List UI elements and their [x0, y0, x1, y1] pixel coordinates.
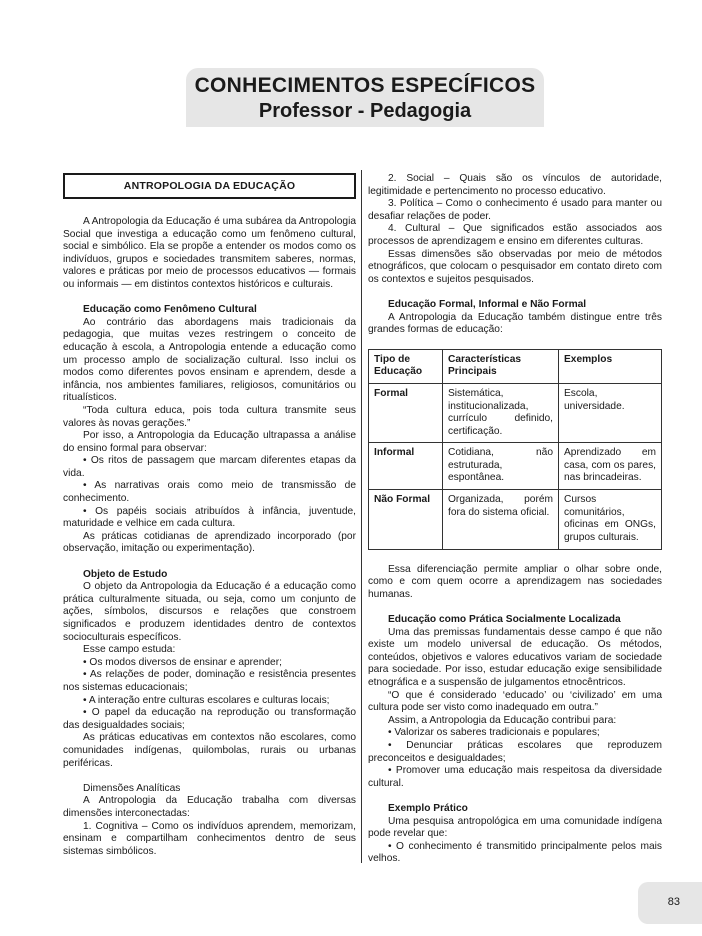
paragraph: 1. Cognitiva – Como os indivíduos aprendem, memorizam, ensinam e compartilham conhecimentos dentro de seus sistemas simbólicos.: [63, 820, 356, 857]
table-cell: Aprendizado em casa, com os pares, nas brincadeiras.: [559, 443, 662, 490]
table-header-cell: Características Principais: [443, 349, 559, 383]
paragraph: As práticas educativas em contextos não escolares, como comunidades indígenas, quilombolas, rurais ou urbanas periféricas.: [63, 732, 356, 769]
list-item: • As narrativas orais como meio de transmissão de conhecimento.: [63, 480, 356, 505]
left-column: [63, 173, 356, 858]
table-row: [369, 443, 662, 490]
paragraph: A Antropologia da Educação também distingue entre três grandes formas de educação:: [368, 311, 662, 336]
heading-objeto-de-estudo: Objeto de Estudo: [83, 568, 168, 580]
table-cell: Formal: [369, 383, 443, 442]
paragraph: O objeto da Antropologia da Educação é a educação como prática culturalmente situada, ou seja, como um conjunto de ações, símbolos, discursos e relações que constroem significados e produzem identidades dentro de contextos socioculturais específicos.: [63, 581, 356, 643]
education-types-table: [368, 349, 662, 550]
list-item: • A interação entre culturas escolares e culturas locais;: [83, 694, 330, 706]
paragraph: Essas dimensões são observadas por meio de métodos etnográficos, que colocam o pesquisador em contato direto com os contextos e sujeitos pesquisados.: [368, 248, 662, 285]
table-row: [369, 383, 662, 442]
right-column: [368, 173, 662, 866]
table-row: [369, 490, 662, 549]
table-cell: Informal: [369, 443, 443, 490]
list-item: • Os ritos de passagem que marcam diferentes etapas da vida.: [63, 455, 356, 479]
table-header-row: [369, 349, 662, 383]
page-number: 83: [667, 896, 680, 908]
paragraph: A Antropologia da Educação trabalha com diversas dimensões interconectadas:: [63, 795, 356, 819]
quote: “Toda cultura educa, pois toda cultura transmite seus valores às novas gerações.”: [63, 404, 356, 429]
section-title: ANTROPOLOGIA DA EDUCAÇÃO: [123, 179, 296, 192]
page-subtitle: Professor - Pedagogia: [258, 100, 472, 122]
paragraph: As práticas cotidianas de aprendizado incorporado (por observação, imitação ou experimentação).: [63, 530, 356, 555]
column-divider: [361, 170, 362, 863]
table-cell: Cotidiana, não estruturada, espontânea.: [443, 443, 559, 490]
paragraph: Esse campo estuda:: [83, 644, 176, 656]
table-cell: Sistemática, institucionalizada, currículo definido, certificação.: [443, 383, 559, 442]
paragraph: 4. Cultural – Que significados estão associados aos processos de aprendizagem e ensino em diferentes culturas.: [368, 223, 662, 247]
list-item: • Os papéis sociais atribuídos à infância, juventude, maturidade e velhice em cada cultura.: [63, 505, 356, 530]
paragraph: Por isso, a Antropologia da Educação ultrapassa a análise do ensino formal para observar:: [63, 430, 356, 454]
heading-fenomeno-cultural: Educação como Fenômeno Cultural: [83, 304, 257, 316]
paragraph: Essa diferenciação permite ampliar o olhar sobre onde, como e com quem ocorre a aprendizagem nas sociedades humanas.: [368, 563, 662, 600]
paragraph: Assim, a Antropologia da Educação contribui para:: [388, 714, 617, 726]
heading-pratica-localizada: Educação como Prática Socialmente Localizada: [388, 614, 621, 626]
list-item: • Os modos diversos de ensinar e aprender;: [83, 656, 282, 668]
heading-exemplo-pratico: Exemplo Prático: [388, 802, 468, 814]
section-title-box: [63, 173, 356, 199]
quote: “O que é considerado ‘educado’ ou ‘civilizado’ em uma cultura pode ser visto como inadequado em outra.”: [368, 689, 662, 714]
list-item: • Promover uma educação mais respeitosa da diversidade cultural.: [368, 765, 662, 789]
table-header-cell: Tipo de Educação: [369, 349, 443, 383]
paragraph: Uma das premissas fundamentais desse campo é que não existe um modelo universal de educação. Os métodos, conteúdos, objetivos e valores educativos variam de sociedade para sociedade. Por isso, estudar educação exige sensibilidade etnográfica e a suspensão de julgamentos etnocêntricos.: [368, 626, 662, 688]
table-cell: Escola, universidade.: [559, 383, 662, 442]
list-item: • Denunciar práticas escolares que reproduzem preconceitos e desigualdades;: [368, 739, 662, 764]
paragraph: 2. Social – Quais são os vínculos de autoridade, legitimidade e pertencimento no processo educativo.: [368, 173, 662, 197]
intro-paragraph: A Antropologia da Educação é uma subárea da Antropologia Social que investiga a educação como um fenômeno cultural, social e simbólico. Ela se propõe a entender os modos como os indivíduos, grupos e sociedades transmitem saberes, normas, valores e práticas por meio de processos educativos — formais ou informais — em distintos contextos históricos e culturais.: [63, 216, 356, 290]
paragraph: Ao contrário das abordagens mais tradicionais da pedagogia, que muitas vezes restringem o conceito de educação à escola, a Antropologia entende a educação como um processo amplo de socialização cultural. Isso inclui os modos como diferentes povos ensinam e aprendem, desde a infância, nos ambientes familiares, religiosos, comunitários ou ritualísticos.: [63, 316, 356, 404]
list-item: • Valorizar os saberes tradicionais e populares;: [388, 727, 600, 739]
page-title: CONHECIMENTOS ESPECÍFICOS: [194, 74, 536, 97]
heading-dimensoes-analiticas: Dimensões Analíticas: [83, 782, 181, 794]
table-header-cell: Exemplos: [559, 349, 662, 383]
table-cell: Cursos comunitários, oficinas em ONGs, grupos culturais.: [559, 490, 662, 549]
table-cell: Organizada, porém fora do sistema oficial.: [443, 490, 559, 549]
paragraph: Uma pesquisa antropológica em uma comunidade indígena pode revelar que:: [368, 815, 662, 840]
list-item: • O papel da educação na reprodução ou transformação das desigualdades sociais;: [63, 707, 356, 731]
paragraph: 3. Política – Como o conhecimento é usado para manter ou desafiar relações de poder.: [368, 198, 662, 222]
table-cell: Não Formal: [369, 490, 443, 549]
list-item: • As relações de poder, dominação e resistência presentes nos sistemas educacionais;: [63, 669, 356, 693]
list-item: • O conhecimento é transmitido principalmente pelos mais velhos.: [368, 840, 662, 865]
heading-formal-informal: Educação Formal, Informal e Não Formal: [388, 298, 587, 310]
